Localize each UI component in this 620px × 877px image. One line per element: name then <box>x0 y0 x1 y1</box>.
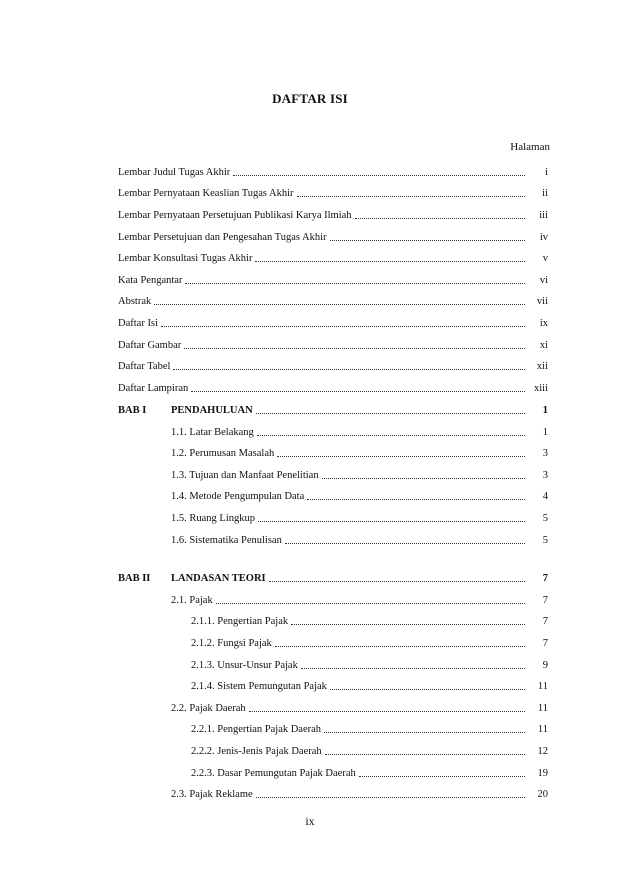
toc-entry-page: vii <box>536 296 548 307</box>
toc-entry-page: 20 <box>537 789 548 800</box>
dot-leader <box>275 637 525 647</box>
toc-entry <box>191 637 548 651</box>
halaman-label: Halaman <box>510 141 550 153</box>
toc-entry-page: iii <box>539 210 548 221</box>
dot-leader <box>256 404 525 414</box>
dot-leader <box>249 702 525 712</box>
dot-leader <box>154 295 525 305</box>
toc-entry-page: 11 <box>537 681 548 692</box>
dot-leader <box>324 723 525 733</box>
toc-entry-title: 2.2.3. Dasar Pemungutan Pajak Daerah <box>191 768 356 779</box>
toc-entry-page: ix <box>539 318 548 329</box>
toc-entry-title: 1.4. Metode Pengumpulan Data <box>171 491 305 502</box>
toc-entry-page: 11 <box>537 724 548 735</box>
toc-chapter-entry <box>118 572 548 586</box>
toc-entry <box>171 447 548 461</box>
toc-entry <box>118 317 548 331</box>
toc-entry-title: 2.1.3. Unsur-Unsur Pajak <box>191 660 298 671</box>
dot-leader <box>257 426 525 436</box>
dot-leader <box>216 594 525 604</box>
toc-entry <box>118 295 548 309</box>
toc-entry <box>118 209 548 223</box>
dot-leader <box>269 572 525 582</box>
toc-entry <box>191 659 548 673</box>
dot-leader <box>330 231 525 241</box>
toc-entry <box>171 426 548 440</box>
dot-leader <box>297 187 525 197</box>
dot-leader <box>322 469 525 479</box>
toc-entry-title: PENDAHULUAN <box>171 405 253 416</box>
toc-entry-title: Lembar Persetujuan dan Pengesahan Tugas Akhir <box>118 232 327 243</box>
toc-entry-page: v <box>542 253 548 264</box>
toc-entry <box>118 274 548 288</box>
dot-leader <box>184 339 525 349</box>
dot-leader <box>285 534 525 544</box>
toc-entry-page: 5 <box>542 513 548 524</box>
toc-entry-title: Lembar Judul Tugas Akhir <box>118 167 231 178</box>
dot-leader <box>255 252 525 262</box>
page-number: ix <box>305 814 315 828</box>
toc-entry-page: 11 <box>537 703 548 714</box>
toc-entry-page: 3 <box>542 448 548 459</box>
toc-entry-title: Daftar Isi <box>118 318 158 329</box>
toc-entry-title: 1.3. Tujuan dan Manfaat Penelitian <box>171 470 319 481</box>
dot-leader <box>161 317 525 327</box>
toc-entry-page: 4 <box>542 491 548 502</box>
dot-leader <box>185 274 525 284</box>
toc-chapter-entry <box>118 404 548 418</box>
dot-leader <box>307 490 525 500</box>
toc-entry <box>118 187 548 201</box>
toc-entry <box>171 534 548 548</box>
toc-entry <box>191 723 548 737</box>
dot-leader <box>256 788 525 798</box>
toc-entry-page: ii <box>542 188 548 199</box>
toc-entry-title: 1.1. Latar Belakang <box>171 427 254 438</box>
dot-leader <box>301 659 525 669</box>
toc-entry-page: xiii <box>533 383 548 394</box>
toc-entry <box>171 490 548 504</box>
toc-entry-page: 7 <box>542 638 548 649</box>
toc-entry-title: Lembar Pernyataan Keaslian Tugas Akhir <box>118 188 294 199</box>
page-title: DAFTAR ISI <box>272 91 348 106</box>
toc-entry-title: 2.2.1. Pengertian Pajak Daerah <box>191 724 322 735</box>
dot-leader <box>258 512 525 522</box>
toc-entry-page: xi <box>539 340 548 351</box>
dot-leader <box>277 447 525 457</box>
toc-entry <box>191 745 548 759</box>
toc-entry-page: 5 <box>542 535 548 546</box>
toc-entry <box>171 702 548 716</box>
toc-entry-page: 12 <box>537 746 548 757</box>
toc-entry <box>171 594 548 608</box>
toc-entry-title: Daftar Tabel <box>118 361 171 372</box>
toc-entry-title: Kata Pengantar <box>118 275 183 286</box>
toc-entry-page: 1 <box>542 405 548 416</box>
toc-entry-title: LANDASAN TEORI <box>171 573 266 584</box>
toc-entry-title: 1.2. Perumusan Masalah <box>171 448 275 459</box>
toc-entry-page: 9 <box>542 660 548 671</box>
toc-entry-title: Lembar Pernyataan Persetujuan Publikasi Karya Ilmiah <box>118 210 352 221</box>
toc-entry <box>171 788 548 802</box>
toc-entry-title: 2.1. Pajak <box>171 595 213 606</box>
toc-entry-title: 2.2. Pajak Daerah <box>171 703 246 714</box>
toc-entry-page: 3 <box>542 470 548 481</box>
dot-leader <box>233 166 525 176</box>
toc-entry <box>191 680 548 694</box>
toc-entry-title: 2.1.1. Pengertian Pajak <box>191 616 289 627</box>
dot-leader <box>191 382 525 392</box>
toc-entry <box>118 382 548 396</box>
toc-entry-title: 2.3. Pajak Reklame <box>171 789 253 800</box>
toc-entry-page: 1 <box>542 427 548 438</box>
dot-leader <box>355 209 525 219</box>
toc-entry <box>118 339 548 353</box>
toc-entry-title: 1.6. Sistematika Penulisan <box>171 535 282 546</box>
toc-entry-title: Lembar Konsultasi Tugas Akhir <box>118 253 253 264</box>
dot-leader <box>325 745 525 755</box>
dot-leader <box>359 767 525 777</box>
toc-entry-title: 1.5. Ruang Lingkup <box>171 513 255 524</box>
toc-entry-title: Abstrak <box>118 296 152 307</box>
dot-leader <box>291 615 525 625</box>
dot-leader <box>173 360 525 370</box>
toc-entry <box>171 469 548 483</box>
toc-entry-title: Daftar Lampiran <box>118 383 189 394</box>
toc-entry-page: iv <box>539 232 548 243</box>
toc-entry <box>118 166 548 180</box>
toc-entry-page: xii <box>536 361 548 372</box>
toc-entry <box>191 615 548 629</box>
toc-entry-title: 2.2.2. Jenis-Jenis Pajak Daerah <box>191 746 322 757</box>
toc-entry-page: vi <box>539 275 548 286</box>
toc-entry-title: 2.1.2. Fungsi Pajak <box>191 638 272 649</box>
toc-entry <box>171 512 548 526</box>
toc-entry-page: 7 <box>542 616 548 627</box>
toc-entry <box>191 767 548 781</box>
toc-entry-page: 19 <box>537 768 548 779</box>
toc-entry <box>118 360 548 374</box>
toc-chapter-number: BAB I <box>118 405 147 416</box>
toc-entry-title: 2.1.4. Sistem Pemungutan Pajak <box>191 681 327 692</box>
toc-entry <box>118 231 548 245</box>
dot-leader <box>330 680 525 690</box>
toc-entry-page: 7 <box>542 595 548 606</box>
toc-entry-title: Daftar Gambar <box>118 340 182 351</box>
toc-entry-page: 7 <box>542 573 548 584</box>
toc-chapter-number: BAB II <box>118 573 151 584</box>
toc-entry <box>118 252 548 266</box>
toc-entry-page: i <box>545 167 548 178</box>
